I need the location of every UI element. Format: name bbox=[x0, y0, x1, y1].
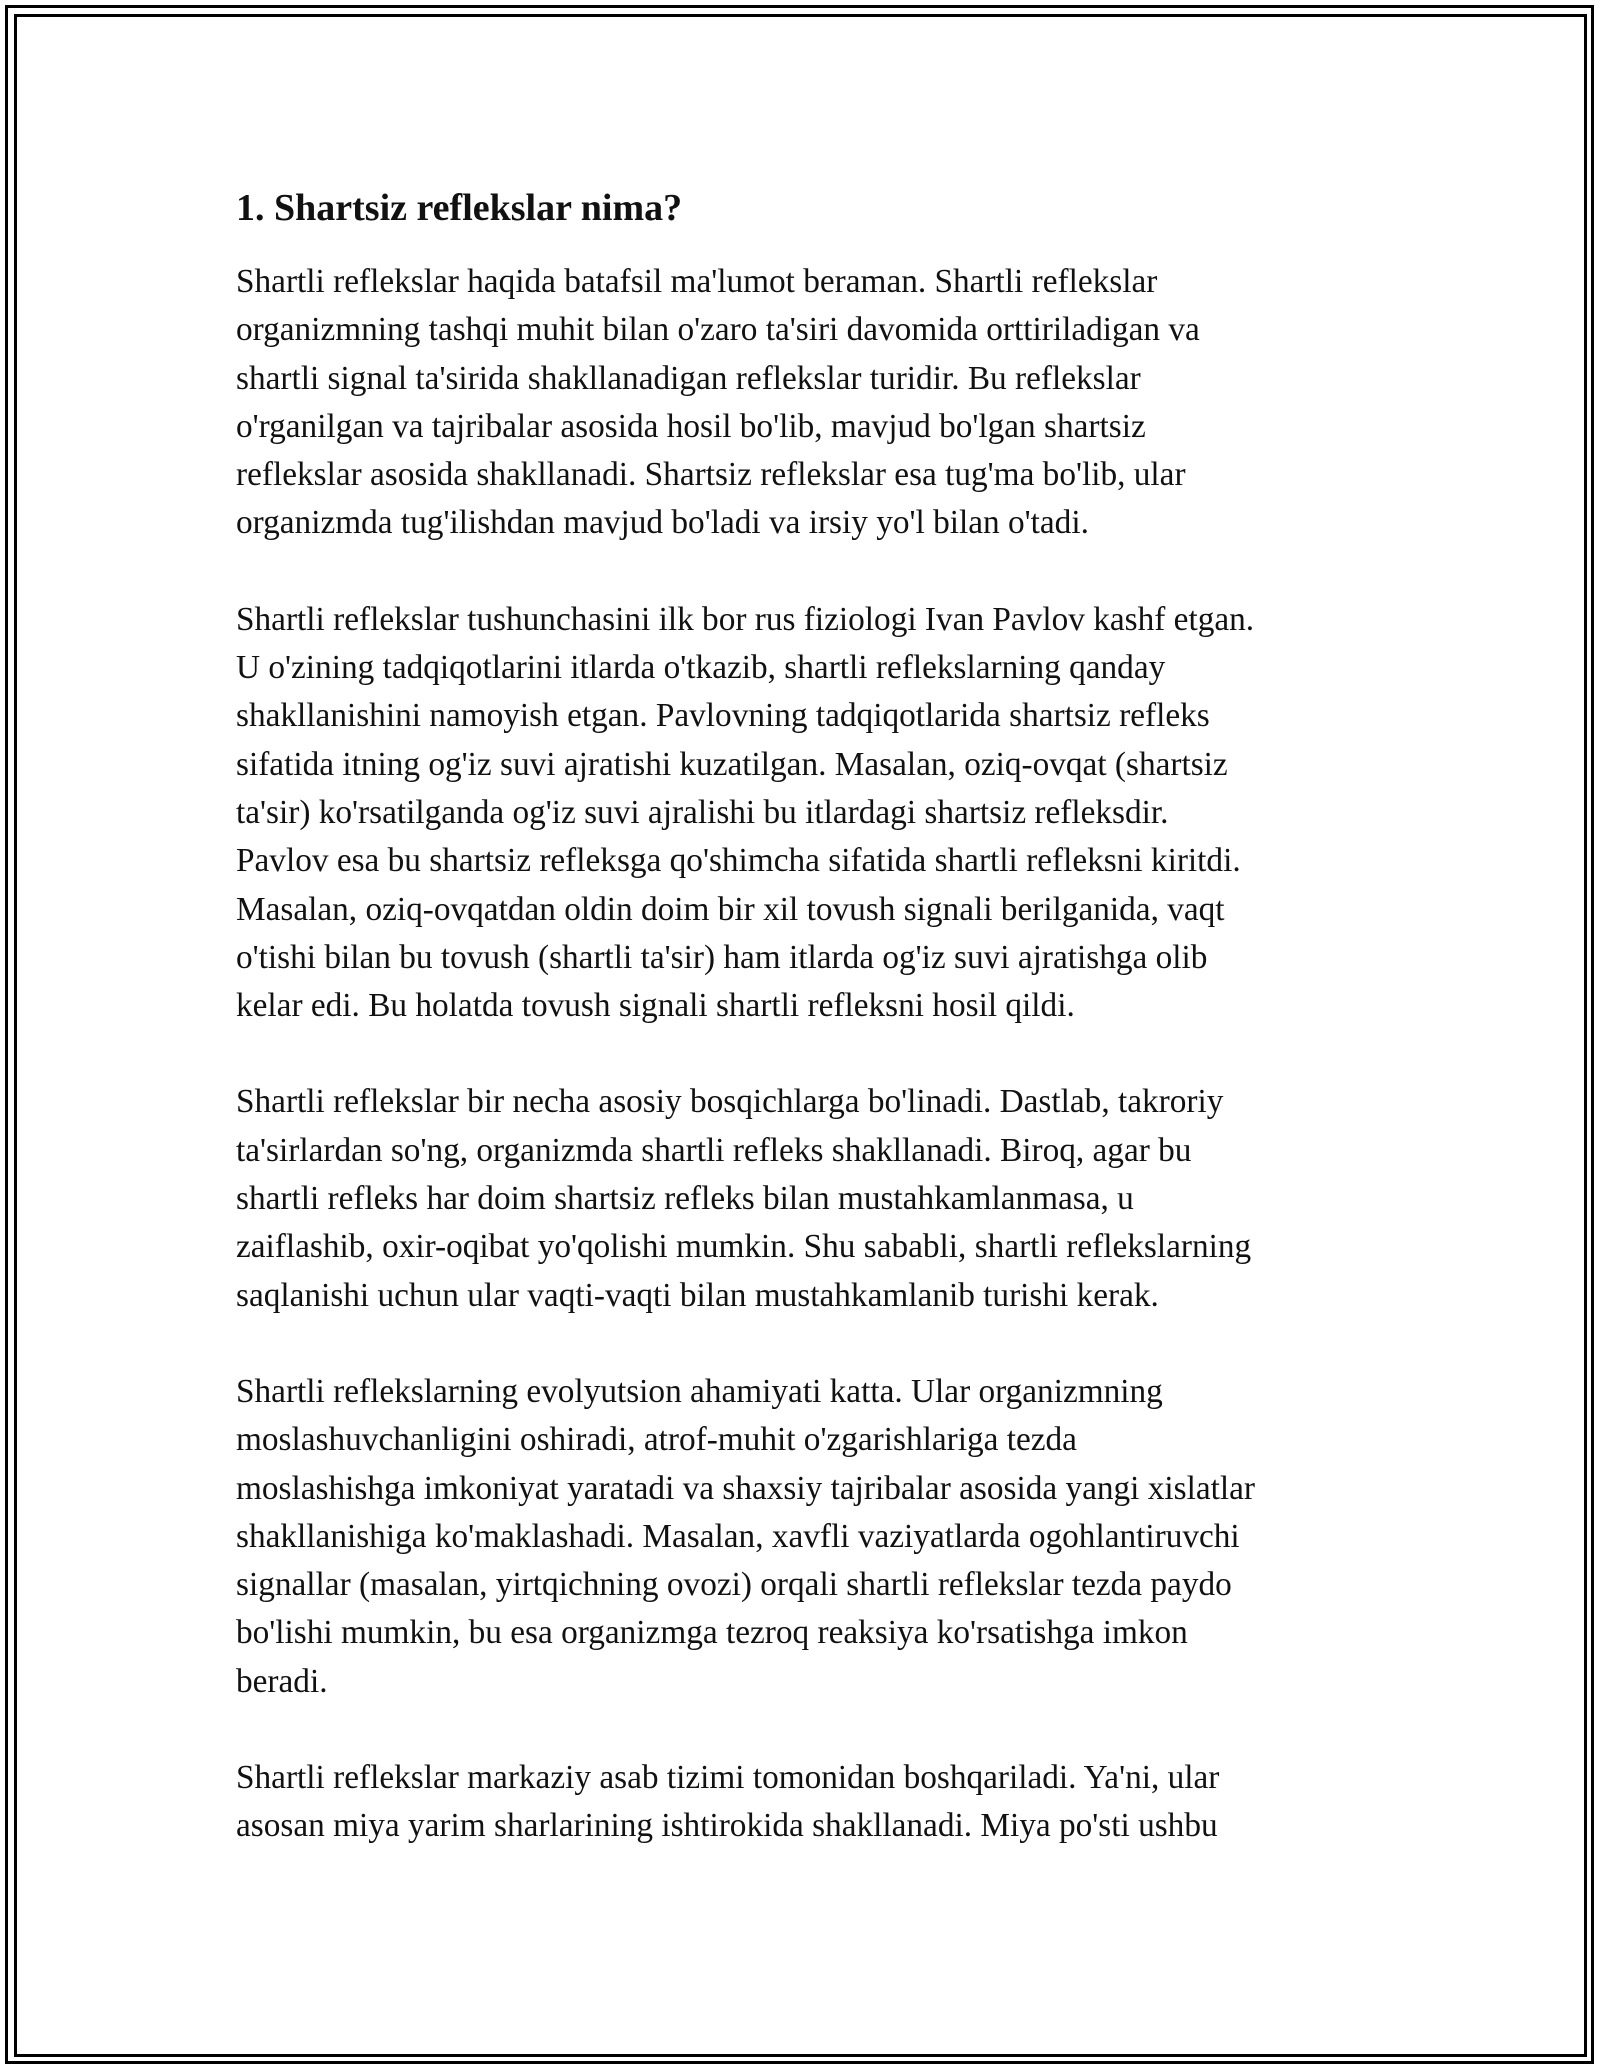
paragraph-4 bbox=[236, 1368, 1386, 1706]
paragraph-line: beradi. bbox=[236, 1662, 328, 1700]
paragraph-line: Shartli reflekslar bir necha asosiy bosqichlarga bo'linadi. Dastlab, takroriy bbox=[236, 1083, 1224, 1121]
paragraph-line: kelar edi. Bu holatda tovush signali shartli refleksni hosil qildi. bbox=[236, 987, 1075, 1025]
paragraph-line: moslashishga imkoniyat yaratadi va shaxsiy tajribalar asosida yangi xislatlar bbox=[236, 1469, 1256, 1507]
paragraph-line: o'tishi bilan bu tovush (shartli ta'sir) ham itlarda og'iz suvi ajratishga olib bbox=[236, 938, 1208, 976]
paragraph-line: Pavlov esa bu shartsiz refleksga qo'shimcha sifatida shartli refleksni kiritdi. bbox=[236, 842, 1241, 880]
paragraph-line: Shartli reflekslar markaziy asab tizimi tomonidan boshqariladi. Ya'ni, ular bbox=[236, 1759, 1220, 1797]
paragraph-line: U o'zining tadqiqotlarini itlarda o'tkazib, shartli reflekslarning qanday bbox=[236, 649, 1166, 687]
paragraph-line: sifatida itning og'iz suvi ajratishi kuzatilgan. Masalan, oziq-ovqat (shartsiz bbox=[236, 745, 1228, 783]
paragraph-line: shartli signal ta'sirida shakllanadigan reflekslar turidir. Bu reflekslar bbox=[236, 359, 1141, 397]
paragraph-line: Shartli reflekslar tushunchasini ilk bor rus fiziologi Ivan Pavlov kashf etgan. bbox=[236, 600, 1255, 638]
paragraph-line: organizmning tashqi muhit bilan o'zaro ta'siri davomida orttiriladigan va bbox=[236, 311, 1200, 349]
paragraph-line: Masalan, oziq-ovqatdan oldin doim bir xil tovush signali berilganida, vaqt bbox=[236, 890, 1225, 928]
paragraph-line: moslashuvchanligini oshiradi, atrof-muhit o'zgarishlariga tezda bbox=[236, 1421, 1077, 1459]
paragraph-line: saqlanishi uchun ular vaqti-vaqti bilan mustahkamlanib turishi kerak. bbox=[236, 1276, 1159, 1314]
paragraph-line: Shartli reflekslarning evolyutsion ahamiyati katta. Ular organizmning bbox=[236, 1372, 1163, 1410]
paragraph-line: organizmda tug'ilishdan mavjud bo'ladi va irsiy yo'l bilan o'tadi. bbox=[236, 504, 1089, 542]
paragraph-line: bo'lishi mumkin, bu esa organizmga tezroq reaksiya ko'rsatishga imkon bbox=[236, 1614, 1188, 1652]
paragraph-1 bbox=[236, 258, 1386, 548]
paragraph-line: Shartli reflekslar haqida batafsil ma'lumot beraman. Shartli reflekslar bbox=[236, 263, 1158, 300]
paragraph-3 bbox=[236, 1078, 1386, 1319]
paragraph-line: reflekslar asosida shakllanadi. Shartsiz reflekslar esa tug'ma bo'lib, ular bbox=[236, 456, 1186, 494]
paragraph-line: shakllanishiga ko'maklashadi. Masalan, xavfli vaziyatlarda ogohlantiruvchi bbox=[236, 1517, 1240, 1555]
paragraph-line: ta'sir) ko'rsatilganda og'iz suvi ajralishi bu itlardagi shartsiz refleksdir. bbox=[236, 793, 1169, 831]
paragraph-line: zaiflashib, oxir-oqibat yo'qolishi mumkin. Shu sababli, shartli reflekslarning bbox=[236, 1228, 1252, 1266]
paragraph-line: o'rganilgan va tajribalar asosida hosil bo'lib, mavjud bo'lgan shartsiz bbox=[236, 407, 1146, 445]
paragraph-5 bbox=[236, 1754, 1386, 1851]
document-body bbox=[236, 184, 1386, 1899]
section-heading: 1. Shartsiz reflekslar nima? bbox=[236, 187, 683, 229]
paragraph-line: ta'sirlardan so'ng, organizmda shartli refleks shakllanadi. Biroq, agar bu bbox=[236, 1131, 1192, 1169]
paragraph-2 bbox=[236, 596, 1386, 1031]
paragraph-line: shartli refleks har doim shartsiz refleks bilan mustahkamlanmasa, u bbox=[236, 1180, 1134, 1218]
paragraph-line: shakllanishini namoyish etgan. Pavlovning tadqiqotlarida shartsiz refleks bbox=[236, 697, 1210, 735]
paragraph-line: signallar (masalan, yirtqichning ovozi) orqali shartli reflekslar tezda paydo bbox=[236, 1566, 1232, 1604]
paragraph-line: asosan miya yarim sharlarining ishtirokida shakllanadi. Miya po'sti ushbu bbox=[236, 1807, 1218, 1845]
